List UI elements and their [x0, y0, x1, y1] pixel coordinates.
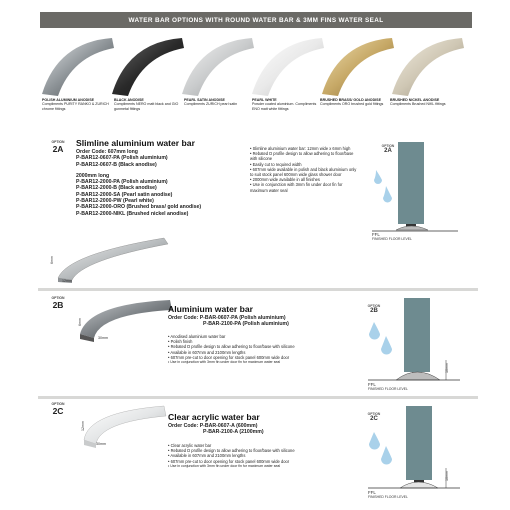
finish-bar-brushed-brass: [322, 38, 394, 96]
feature-item: • Easily cut to required width: [250, 162, 360, 167]
code-line: P-BAR12-0607-PA (Polish aluminium): [76, 155, 168, 162]
dim-height-2c: 12mm: [81, 421, 85, 431]
dim-width-2c: 30mm: [96, 442, 106, 446]
door-diagram-2c: [360, 402, 470, 502]
feature-list-2c: [168, 443, 368, 469]
feature-list-2a: [250, 146, 360, 193]
code-line: P-BAR12-2000-B (Black anodise): [76, 185, 157, 192]
finish-bar-brushed-nickel: [392, 38, 464, 96]
door-diagram-2a: [368, 142, 468, 242]
feature-item: • Available in 607mm and 2100mm lengths: [168, 350, 368, 355]
feature-item: • 607mm pre-cut to door opening for stock panel 600mm wide door: [168, 355, 368, 360]
profile-image-2c: [78, 404, 168, 450]
option-badge-2b: OPTION 2B: [51, 296, 65, 310]
finish-bar-polish-aluminium: [42, 38, 114, 96]
water-drop-icon: [369, 322, 380, 340]
finish-label-brushed-nickel: BRUSHED NICKEL ANODISE Compliments Brushed NIKL fittings: [390, 98, 446, 107]
order-codes-2b: [168, 315, 289, 328]
code-line: 2000mm long: [76, 172, 110, 179]
section-divider: [38, 288, 478, 291]
ffl-label-2a: FFL FINISHED FLOOR LEVEL: [372, 232, 412, 241]
water-drop-icon: [383, 186, 392, 203]
section-option-2b: [38, 294, 478, 394]
water-drop-icon: [374, 170, 382, 184]
option-badge-2a: OPTION 2A: [51, 140, 65, 154]
water-drop-icon: [381, 446, 392, 465]
code-line: Order Code: P-BAR-0607-A (600mm): [168, 423, 258, 429]
finish-bar-pearl-white: [252, 38, 324, 96]
code-line: P-BAR12-2000-PW (Pearl white): [76, 198, 154, 205]
feature-item: • Rebated D profile design to allow adhering to floor/base with silicone: [168, 344, 368, 349]
code-line: P-BAR12-2000-PA (Polish aluminium): [76, 179, 168, 186]
diagram-tag-2c: OPTION 2C: [367, 412, 381, 422]
water-drop-icon: [381, 336, 392, 355]
feature-list-2b: [168, 334, 368, 365]
ffl-label-2c: FFL FINISHED FLOOR LEVEL: [368, 490, 408, 499]
finish-bar-black-anodise: [112, 38, 184, 96]
code-line: Order Code: 607mm long: [76, 149, 138, 155]
profile-image-2b: [74, 298, 174, 344]
section-divider: [38, 396, 478, 399]
finish-label-brushed-brass: BRUSHED BRASS/ GOLD ANODISE Compliments ORO brushed gold fittings: [320, 98, 384, 107]
section-title-2c: Clear acrylic water bar: [168, 412, 260, 422]
feature-item: • Rebated D profile design to allow adhering to floor/base with silicone: [168, 448, 368, 453]
order-codes-2a: [76, 149, 201, 217]
finish-swatches: [38, 34, 478, 146]
code-line: P-BAR-2100-A (2100mm): [203, 429, 264, 436]
section-option-2c: [38, 400, 478, 508]
feature-item: • Polish finish: [168, 339, 368, 344]
code-line: P-BAR12-0607-B (Black anodise): [76, 161, 157, 168]
section-option-2a: [38, 138, 478, 288]
finish-label-pearl-satin: PEARL SATIN ANODISE Compliments ZURICH pearl satin: [184, 98, 238, 107]
finish-bar-pearl-satin: [182, 38, 254, 96]
feature-item: • Use in conjunction with 3mm fin under door fin for maximum water seal: [168, 360, 368, 365]
diagram-tag-2a: OPTION 2A: [381, 144, 395, 154]
feature-item: • Use in conjunction with 3mm fin under door fin for maximum water seal: [168, 464, 368, 469]
feature-item: • Anodised aluminium water bar: [168, 334, 368, 339]
feature-item: • Clear acrylic water bar: [168, 443, 368, 448]
code-line: P-BAR-2100-PA (Polish aluminium): [203, 321, 289, 328]
dim-height-diagram-2c: 10mm: [445, 471, 449, 481]
feature-item: • 607mm pre-cut to door opening for stock panel 600mm wide door: [168, 459, 368, 464]
diagram-tag-2b: OPTION 2B: [367, 304, 381, 314]
section-title-2b: Aluminium water bar: [168, 304, 253, 314]
door-diagram-2b: [360, 294, 470, 394]
page-banner: WATER BAR OPTIONS WITH ROUND WATER BAR & 3MM FINS WATER SEAL: [40, 12, 472, 28]
dim-height-diagram-2b: 10mm: [445, 363, 449, 373]
finish-label-pearl-white: PEARL WHITE Powder coated aluminium. Compliments ENO matt white fittings: [252, 98, 317, 111]
dim-width-2a: 12mm: [62, 279, 72, 283]
ffl-label-2b: FFL FINISHED FLOOR LEVEL: [368, 382, 408, 391]
dim-height-2b: 6mm: [78, 318, 82, 326]
feature-item: • Rebated D profile design to allow adhering to floor/base with silicone: [250, 151, 360, 161]
finish-label-black-anodise: BLACK ANODISE Compliments NERO matt black and GIO gunmetal fittings: [114, 98, 179, 111]
code-line: P-BAR12-2000-SA (Pearl satin anodise): [76, 191, 173, 198]
code-line: P-BAR12-2000-NIKL (Brushed nickel anodise): [76, 210, 189, 217]
feature-item: • Available in 607mm and 2100mm lengths: [168, 453, 368, 458]
dim-height-2a: 6mm: [50, 256, 54, 264]
code-line: Order Code: P-BAR-0607-PA (Polish aluminium): [168, 315, 286, 321]
code-line: P-BAR12-2000-ORO (Brushed brass/ gold anodise): [76, 204, 202, 211]
dim-width-2b: 30mm: [98, 336, 108, 340]
order-codes-2c: [168, 423, 264, 436]
feature-item: • Use in conjunction with 3mm fin under door fin for maximum water seal: [250, 182, 360, 192]
water-drop-icon: [369, 432, 380, 450]
feature-item: • 607mm wide available in polish and black aluminium only to suit stock panel 600mm wide glass shower door: [250, 167, 360, 177]
feature-item: • 2000mm wide available in all finishes: [250, 177, 360, 182]
feature-item: • Slimline aluminium water bar: 12mm wide x 6mm high: [250, 146, 360, 151]
section-title-2a: Slimline aluminium water bar: [76, 138, 195, 148]
finish-bars-graphic: [38, 34, 478, 98]
finish-label-polish-aluminium: POLISH ALUMINIUM ANODISE Compliments PURITY RANKO & ZURICH chrome fittings: [42, 98, 109, 111]
option-badge-2c: OPTION 2C: [51, 402, 65, 416]
